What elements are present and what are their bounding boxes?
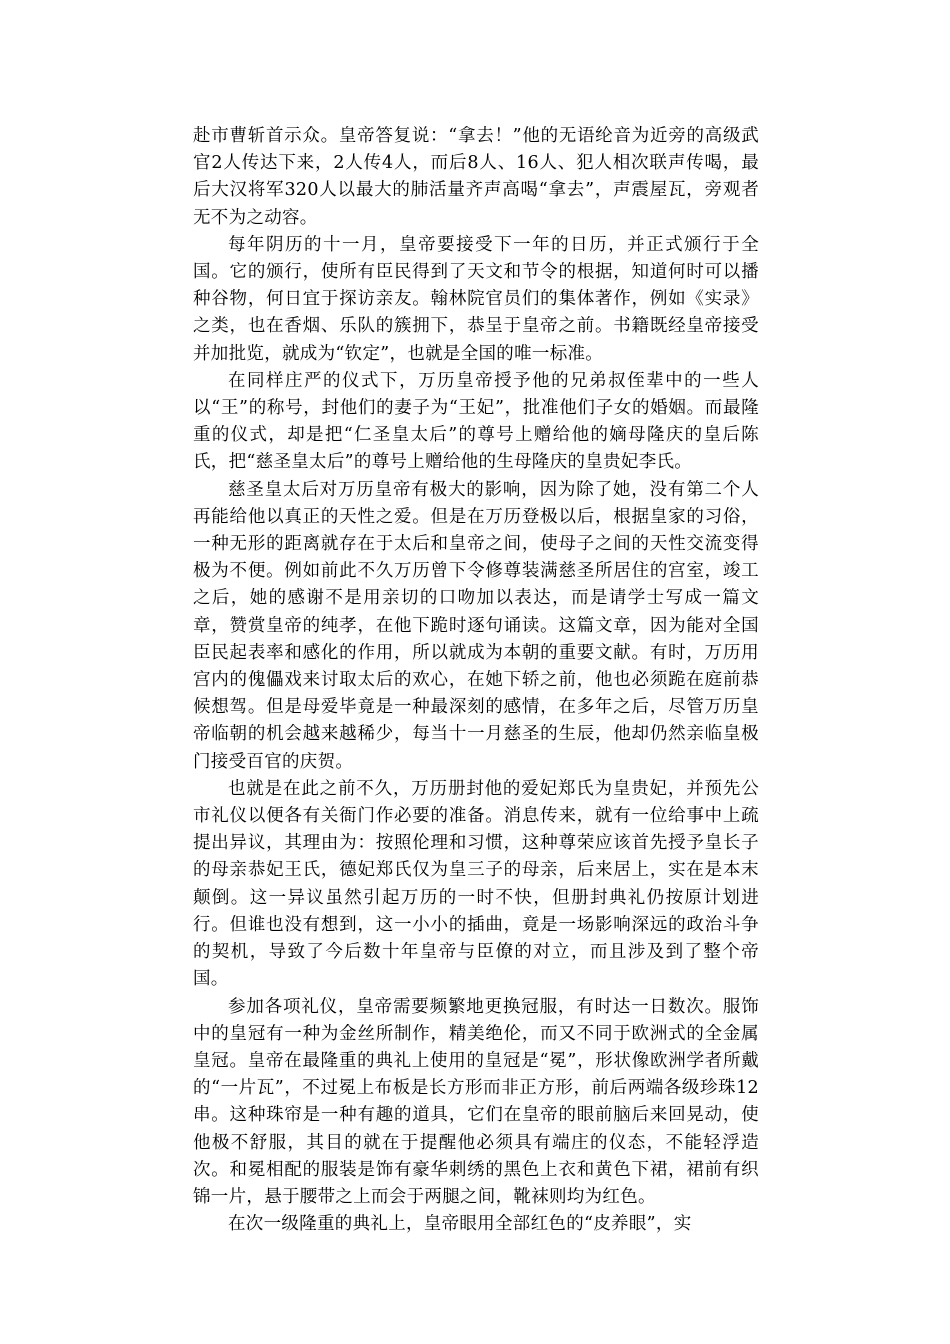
paragraph-6: 参加各项礼仪，皇帝需要频繁地更换冠服，有时达一日数次。服饰中的皇冠有一种为金丝所制作，精美绝伦，而又不同于欧洲式的全金属皇冠。皇帝在最隆重的典礼上使用的皇冠是“冕”，形状像欧洲学者所戴的“一片瓦”，不过冕上布板是长方形而非正方形，前后两端各级珍珠12串。这种珠帘是一种有趣的道具，它们在皇帝的眼前脑后来回晃动，使他极不舒服，其目的就在于提醒他必须具有端庄的仪态，不能轻浮造次。和冕相配的服装是饰有豪华刺绣的黑色上衣和黄色下裙，裙前有织锦一片，悬于腰带之上而会于两腿之间，靴袜则均为红色。 — [193, 996, 759, 1207]
paragraph-4: 慈圣皇太后对万历皇帝有极大的影响，因为除了她，没有第二个人再能给他以真正的天性之爱。但是在万历登极以后，根据皇家的习俗，一种无形的距离就存在于太后和皇帝之间，使母子之间的天性交流变得极为不便。例如前此不久万历曾下令修尊装满慈圣所居住的宫室，竣工之后，她的感谢不是用亲切的口吻加以表达，而是请学士写成一篇文章，赞赏皇帝的纯孝，在他下跪时逐句诵读。这篇文章，因为能对全国臣民起表率和感化的作用，所以就成为本朝的重要文献。有时，万历用宫内的傀儡戏来讨取太后的欢心，在她下轿之前，他也必须跪在庭前恭候想驾。但是母爱毕竟是一种最深刻的感情，在多年之后，尽管万历皇帝临朝的机会越来越稀少，每当十一月慈圣的生辰，他却仍然亲临皇极门接受百官的庆贺。 — [193, 479, 759, 772]
paragraph-3: 在同样庄严的仪式下，万历皇帝授予他的兄弟叔侄辈中的一些人以“王”的称号，封他们的妻子为“王妃”，批准他们子女的婚姻。而最隆重的仪式，却是把“仁圣皇太后”的尊号上赠给他的嫡母隆庆的皇后陈氏，把“慈圣皇太后”的尊号上赠给他的生母隆庆的皇贵妃李氏。 — [193, 370, 759, 473]
paragraph-7: 在次一级隆重的典礼上，皇帝眼用全部红色的“皮养眼”，实 — [228, 1214, 692, 1235]
paragraph-5: 也就是在此之前不久，万历册封他的爱妃郑氏为皇贵妃，并预先公市礼仪以便各有关衙门作必要的准备。消息传来，就有一位给事中上疏提出异议，其理由为：按照伦理和习惯，这种尊荣应该首先授予皇长子的母亲恭妃王氏，德妃郑氏仅为皇三子的母亲，后来居上，实在是本末颠倒。这一异议虽然引起万历的一时不快，但册封典礼仍按原计划进行。但谁也没有想到，这一小小的插曲，竟是一场影响深远的政治斗争的契机，导致了今后数十年皇帝与臣僚的对立，而且涉及到了整个帝国。 — [193, 778, 759, 990]
body-text — [193, 123, 759, 1238]
paragraph-1: 赴市曹斩首示众。皇帝答复说：“拿去！”他的无语纶音为近旁的高级武官2人传达下来，2人传4人，而后8人、16人、犯人相次联声传喝，最后大汉将军320人以最大的肺活量齐声高喝“拿去”，声震屋瓦，旁观者无不为之动容。 — [193, 126, 759, 228]
paragraph-2: 每年阴历的十一月，皇帝要接受下一年的日历，并正式颁行于全国。它的颁行，使所有臣民得到了天文和节令的根据，知道何时可以播种谷物，何日宜于探访亲友。翰林院官员们的集体著作，例如《实录》之类，也在香烟、乐队的簇拥下，恭呈于皇帝之前。书籍既经皇帝接受并加批览，就成为“钦定”，也就是全国的唯一标准。 — [193, 234, 759, 364]
